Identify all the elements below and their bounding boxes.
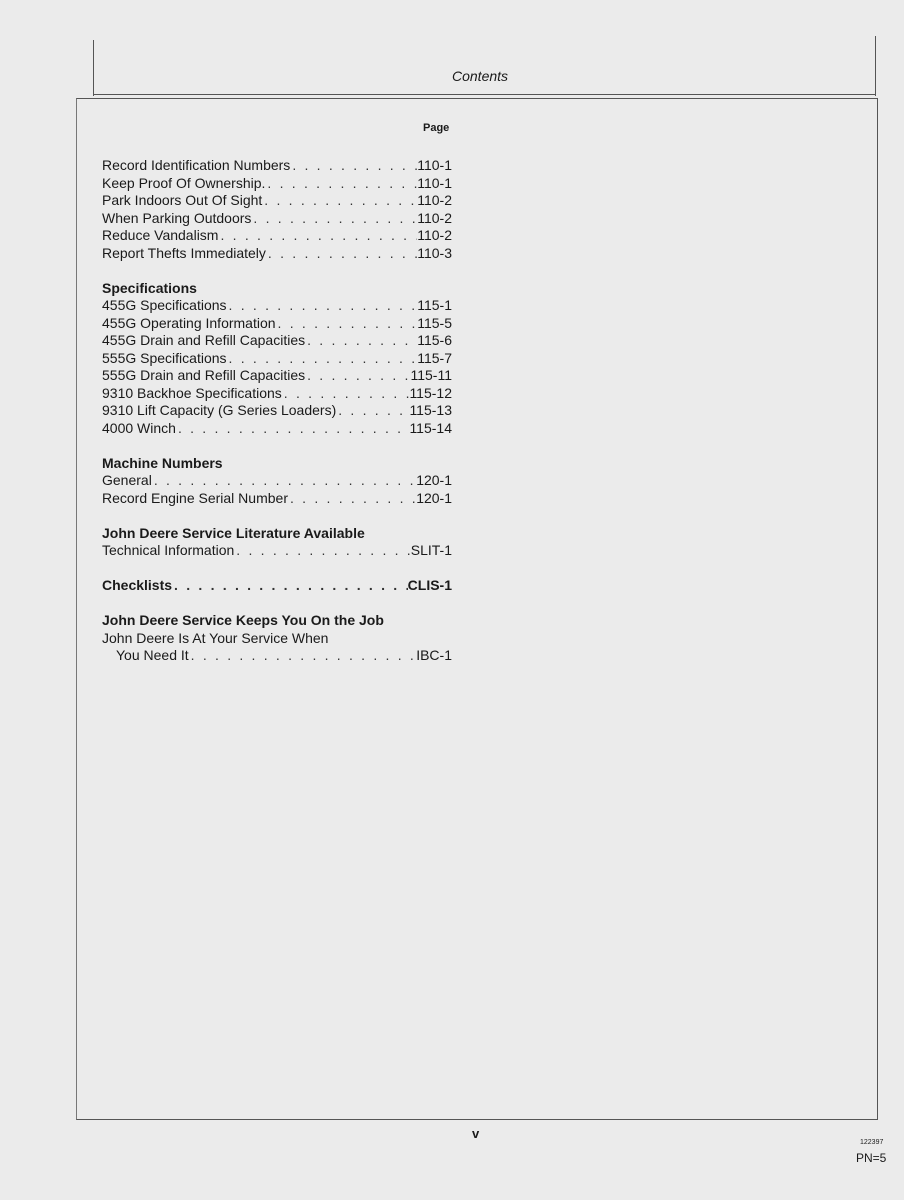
toc-entry-page: SLIT-1 (410, 542, 452, 558)
toc-entry-title: John Deere Service Literature Available (102, 524, 365, 541)
toc-entry-title: You Need It (116, 647, 189, 663)
toc-entry (102, 490, 452, 508)
toc-entry-page: 115-13 (409, 402, 452, 418)
dot-leader (251, 210, 417, 228)
dot-leader (227, 350, 418, 368)
toc-spacer (102, 595, 452, 613)
toc-heading (102, 280, 452, 298)
toc-entry (102, 210, 452, 228)
toc-entry-title: 455G Operating Information (102, 314, 276, 331)
toc-entry-title: 455G Drain and Refill Capacities (102, 332, 306, 348)
toc-entry-page: 115-5 (417, 314, 452, 331)
toc-entry-title: General (102, 472, 152, 488)
toc-entry-page: 115-14 (409, 419, 452, 436)
toc-entry (102, 175, 452, 193)
toc-entry-page: 120-1 (416, 489, 452, 506)
toc-entry-title: John Deere Is At Your Service When (102, 629, 329, 646)
dot-leader (266, 245, 417, 263)
toc-entry (102, 420, 452, 438)
toc-spacer (102, 560, 452, 578)
toc-entry (102, 157, 452, 175)
toc-entry-title: 4000 Winch (102, 419, 176, 436)
toc-entry (102, 647, 452, 665)
dot-leader (189, 647, 417, 665)
dot-leader (262, 192, 417, 210)
toc-entry-title: Keep Proof Of Ownership. (102, 174, 266, 191)
toc-entry-page: 115-11 (410, 367, 452, 383)
dot-leader (290, 157, 417, 175)
toc-entry-page: 110-2 (417, 209, 452, 226)
toc-entry-title: Record Identification Numbers (102, 157, 291, 173)
toc-entry (102, 227, 452, 245)
toc-entry-page: 110-2 (417, 227, 452, 243)
table-of-contents (102, 157, 452, 665)
toc-entry-title: 555G Drain and Refill Capacities (102, 367, 306, 383)
dot-leader (282, 385, 410, 403)
dot-leader (305, 367, 410, 385)
header-frame-left (93, 40, 94, 96)
toc-entry-page: 110-2 (417, 192, 452, 208)
toc-entry-title: Technical Information (102, 542, 235, 558)
dot-leader (265, 175, 417, 193)
toc-spacer (102, 262, 452, 280)
toc-entry-title: Machine Numbers (102, 454, 223, 471)
toc-entry-title: 9310 Backhoe Specifications (102, 384, 282, 401)
toc-heading (102, 577, 452, 595)
toc-entry-page: 120-1 (416, 472, 452, 488)
toc-entry (102, 350, 452, 368)
toc-entry-title: Specifications (102, 279, 197, 296)
toc-entry-title: 555G Specifications (102, 349, 227, 366)
toc-entry (102, 367, 452, 385)
dot-leader (176, 420, 410, 438)
toc-entry (102, 297, 452, 315)
toc-heading (102, 612, 452, 630)
toc-entry-page: 110-1 (417, 157, 452, 173)
toc-entry-title: Reduce Vandalism (102, 227, 219, 243)
dot-leader (152, 472, 416, 490)
toc-entry-title: Checklists (102, 577, 173, 593)
toc-entry-page: IBC-1 (416, 647, 452, 663)
dot-leader (172, 577, 408, 595)
toc-entry-page: CLIS-1 (407, 577, 452, 593)
dot-leader (218, 227, 417, 245)
toc-entry-title: Report Thefts Immediately (102, 244, 266, 261)
page-number-code: PN=5 (856, 1151, 887, 1165)
header-frame-right (875, 36, 876, 96)
toc-entry-title: 9310 Lift Capacity (G Series Loaders) (102, 402, 337, 418)
page-column-label: Page (423, 122, 450, 134)
toc-entry (102, 402, 452, 420)
toc-entry-title: 455G Specifications (102, 297, 227, 313)
toc-entry-page: 110-3 (417, 244, 452, 261)
toc-entry-title: Record Engine Serial Number (102, 489, 288, 506)
dot-leader (288, 490, 416, 508)
toc-entry (102, 542, 452, 560)
toc-entry (102, 245, 452, 263)
toc-entry (102, 332, 452, 350)
toc-entry-title: Park Indoors Out Of Sight (102, 192, 263, 208)
page-folio: v (472, 1126, 480, 1141)
toc-entry-page: 110-1 (417, 174, 452, 191)
toc-entry (102, 315, 452, 333)
toc-spacer (102, 507, 452, 525)
dot-leader (227, 297, 418, 315)
toc-entry-page: 115-1 (417, 297, 452, 313)
doc-code: 122397 (860, 1139, 884, 1146)
toc-entry-title: When Parking Outdoors (102, 209, 252, 226)
toc-heading (102, 455, 452, 473)
toc-entry (102, 192, 452, 210)
toc-entry-page: 115-6 (417, 332, 452, 348)
toc-entry (102, 630, 452, 648)
toc-entry-title: John Deere Service Keeps You On the Job (102, 612, 384, 628)
toc-entry-page: 115-12 (409, 384, 452, 401)
dot-leader (234, 542, 410, 560)
toc-entry-page: 115-7 (417, 349, 452, 366)
dot-leader (336, 402, 409, 420)
page-title: Contents (452, 68, 509, 84)
toc-spacer (102, 437, 452, 455)
dot-leader (305, 332, 417, 350)
toc-entry (102, 472, 452, 490)
dot-leader (276, 315, 418, 333)
header-rule (93, 94, 876, 95)
toc-entry (102, 385, 452, 403)
toc-heading (102, 525, 452, 543)
